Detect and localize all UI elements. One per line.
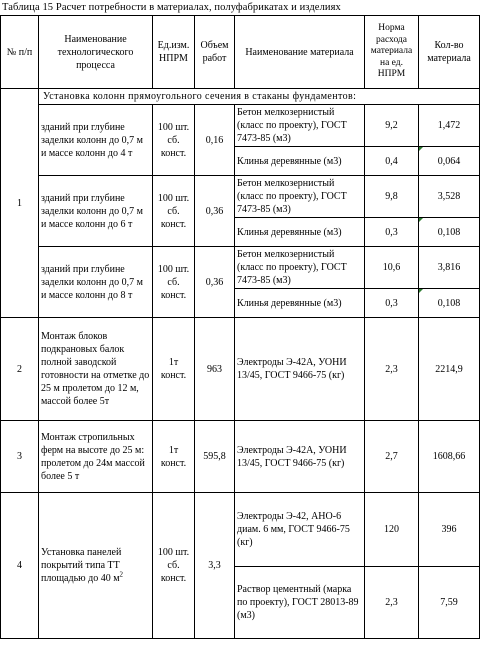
table-row (1, 247, 480, 289)
qty-cell: 1,472 (419, 105, 480, 147)
process-cell: зданий при глубине заделки колонн до 0,7 м и массе колонн до 8 т (39, 247, 153, 318)
material-cell: Электроды Э-42, АНО-6 диам. 6 мм, ГОСТ 9466-75 (кг) (235, 493, 365, 567)
material-cell: Клинья деревянные (м3) (235, 218, 365, 247)
volume-cell: 595,8 (195, 421, 235, 493)
table-row (1, 105, 480, 147)
material-cell: Клинья деревянные (м3) (235, 289, 365, 318)
unit-cell: 1т конст. (153, 421, 195, 493)
material-cell: Клинья деревянные (м3) (235, 147, 365, 176)
qty-cell: 0,108 (419, 289, 480, 318)
norm-cell: 9,8 (365, 176, 419, 218)
row-num: 3 (1, 421, 39, 493)
qty-cell: 3,816 (419, 247, 480, 289)
volume-cell: 0,36 (195, 247, 235, 318)
qty-cell: 7,59 (419, 567, 480, 639)
norm-cell: 0,4 (365, 147, 419, 176)
section-title: Установка колонн прямоугольного сечения в стаканы фундаментов: (39, 89, 480, 105)
norm-cell: 9,2 (365, 105, 419, 147)
row-num: 1 (1, 89, 39, 318)
header-qty: Кол-во материала (419, 16, 480, 89)
unit-cell: 1т конст. (153, 318, 195, 421)
header-norm: Норма расхода материала на ед. НПРМ (365, 16, 419, 89)
qty-cell: 3,528 (419, 176, 480, 218)
volume-cell: 963 (195, 318, 235, 421)
qty-cell: 396 (419, 493, 480, 567)
material-cell: Бетон мелкозернистый (класс по проекту), ГОСТ 7473-85 (м3) (235, 247, 365, 289)
unit-cell: 100 шт. сб. конст. (153, 105, 195, 176)
norm-cell: 120 (365, 493, 419, 567)
header-num: № п/п (1, 16, 39, 89)
qty-cell: 0,108 (419, 218, 480, 247)
material-cell: Бетон мелкозернистый (класс по проекту), ГОСТ 7473-85 (м3) (235, 105, 365, 147)
area-superscript: 2 (119, 570, 124, 579)
row-num: 4 (1, 493, 39, 639)
process-cell: зданий при глубине заделки колонн до 0,7 м и массе колонн до 4 т (39, 105, 153, 176)
qty-cell: 0,064 (419, 147, 480, 176)
material-cell: Электроды Э-42А, УОНИ 13/45, ГОСТ 9466-75 (кг) (235, 318, 365, 421)
process-cell: Монтаж стропильных ферм на высоте до 25 м: пролетом до 24м массой более 5 т (39, 421, 153, 493)
volume-cell: 3,3 (195, 493, 235, 639)
process-cell: зданий при глубине заделки колонн до 0,7 м и массе колонн до 6 т (39, 176, 153, 247)
qty-cell: 1608,66 (419, 421, 480, 493)
header-process: Наименование технологического процесса (39, 16, 153, 89)
norm-cell: 10,6 (365, 247, 419, 289)
norm-cell: 0,3 (365, 218, 419, 247)
materials-table (0, 15, 480, 639)
row-num: 2 (1, 318, 39, 421)
header-volume: Объем работ (195, 16, 235, 89)
table-row (1, 89, 480, 105)
norm-cell: 2,3 (365, 567, 419, 639)
unit-cell: 100 шт. сб. конст. (153, 493, 195, 639)
header-row (1, 16, 480, 89)
norm-cell: 2,3 (365, 318, 419, 421)
volume-cell: 0,16 (195, 105, 235, 176)
unit-cell: 100 шт. сб. конст. (153, 176, 195, 247)
material-cell: Раствор цементный (марка по проекту), ГОСТ 28013-89 (м3) (235, 567, 365, 639)
table-caption: Таблица 15 Расчет потребности в материалах, полуфабрикатах и изделиях (2, 2, 341, 13)
norm-cell: 2,7 (365, 421, 419, 493)
table-row (1, 493, 480, 567)
header-material: Наименование материала (235, 16, 365, 89)
header-unit: Ед.изм. НПРМ (153, 16, 195, 89)
process-cell (39, 493, 153, 639)
norm-cell: 0,3 (365, 289, 419, 318)
table-row (1, 318, 480, 421)
unit-cell: 100 шт. сб. конст. (153, 247, 195, 318)
volume-cell: 0,36 (195, 176, 235, 247)
table-row (1, 176, 480, 218)
process-text: Установка панелей покрытий типа ТТ площадью до 40 м (41, 547, 122, 584)
material-cell: Электроды Э-42А, УОНИ 13/45, ГОСТ 9466-75 (кг) (235, 421, 365, 493)
process-cell: Монтаж блоков подкрановых балок полной заводской готовности на отметке до 25 м пролетом до 12 м, массой более 5т (39, 318, 153, 421)
table-row (1, 421, 480, 493)
qty-cell: 2214,9 (419, 318, 480, 421)
material-cell: Бетон мелкозернистый (класс по проекту), ГОСТ 7473-85 (м3) (235, 176, 365, 218)
